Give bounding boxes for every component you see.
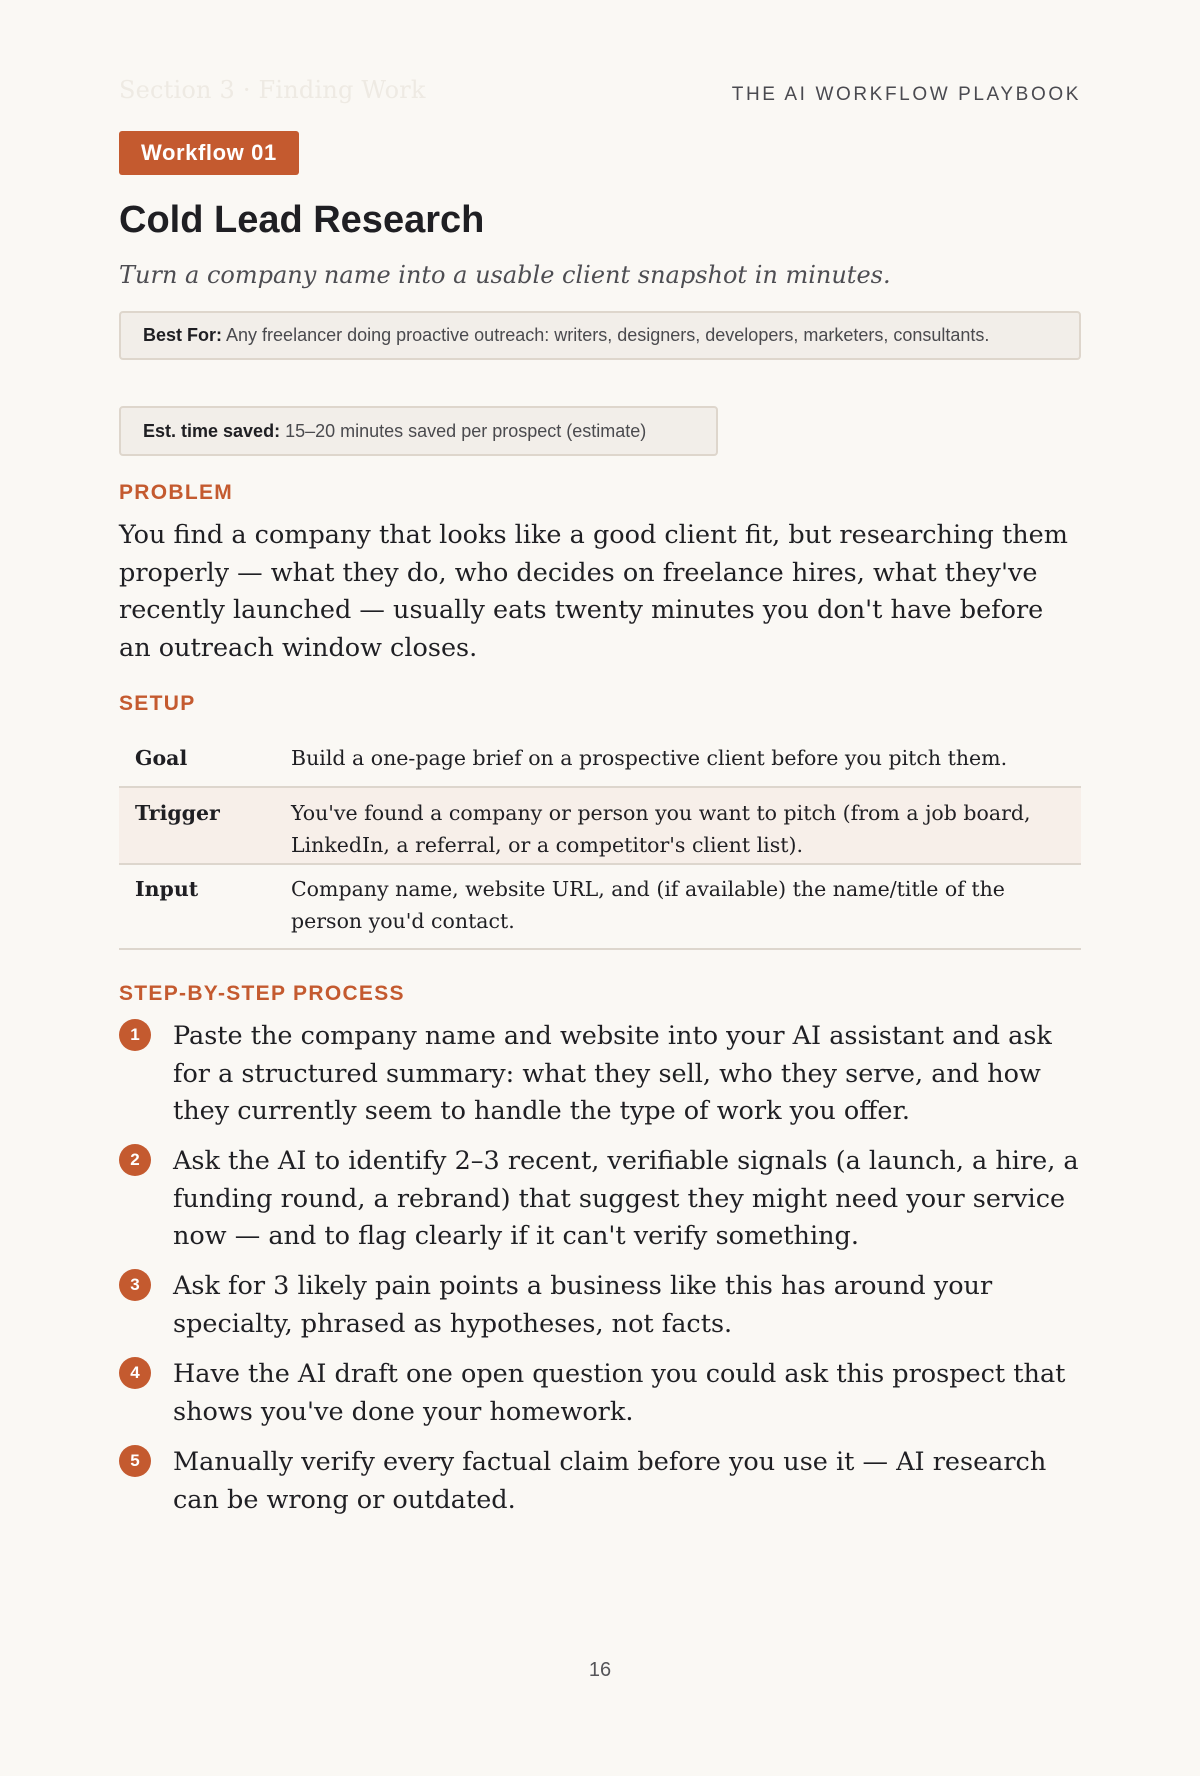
step-text: Paste the company name and website into your AI assistant and ask for a structured summary: what they sell, who they serve, and how they currently seem to handle the type of work you offer. (173, 1021, 1052, 1126)
step-text: Have the AI draft one open question you could ask this prospect that shows you've done your homework. (173, 1359, 1066, 1427)
step-number-badge: 4 (119, 1357, 151, 1389)
setup-key-trigger: Trigger (135, 801, 220, 825)
problem-heading: PROBLEM (119, 481, 234, 504)
running-head: THE AI WORKFLOW PLAYBOOK (731, 84, 1081, 105)
time-saved-text: 15–20 minutes saved per prospect (estimate) (285, 421, 647, 441)
best-for-text: Any freelancer doing proactive outreach: writers, designers, developers, marketers, consultants. (226, 325, 990, 345)
page-subtitle: Turn a company name into a usable client snapshot in minutes. (119, 261, 891, 289)
table-row (119, 864, 1081, 949)
section-ghost-heading: Section 3 · Finding Work (119, 76, 426, 104)
setup-table (119, 738, 1081, 950)
page-number: 16 (588, 1659, 612, 1681)
document-page (119, 0, 1081, 1776)
steps-heading: STEP-BY-STEP PROCESS (119, 982, 405, 1005)
workflow-badge: Workflow 01 (119, 131, 299, 175)
table-row (119, 738, 1081, 787)
step-number-badge: 3 (119, 1269, 151, 1301)
time-saved-box (119, 406, 718, 456)
setup-value-goal: Build a one-page brief on a prospective client before you pitch them. (291, 738, 1081, 787)
setup-heading: SETUP (119, 692, 196, 715)
step-number-badge: 2 (119, 1144, 151, 1176)
step-number-badge: 5 (119, 1445, 151, 1477)
best-for-box (119, 311, 1081, 360)
step-number-badge: 1 (119, 1019, 151, 1051)
step-text: Ask the AI to identify 2–3 recent, verifiable signals (a launch, a hire, a funding round, a rebrand) that suggest they might need your service now — and to flag clearly if it can't verify something. (173, 1146, 1079, 1251)
setup-key-input: Input (135, 877, 199, 901)
setup-value-trigger: You've found a company or person you want to pitch (from a job board, LinkedIn, a referral, or a competitor's client list). (291, 787, 1081, 864)
page-title: Cold Lead Research (119, 199, 485, 241)
step-text: Ask for 3 likely pain points a business like this has around your specialty, phrased as hypotheses, not facts. (173, 1271, 993, 1339)
time-saved-label: Est. time saved: (143, 421, 281, 441)
problem-text: You find a company that looks like a good client fit, but researching them properly — what they do, who decides on freelance hires, what they've recently launched — usually eats twenty minutes you don't have before an outreach window closes. (119, 520, 1068, 663)
setup-key-goal: Goal (135, 746, 188, 770)
setup-value-input: Company name, website URL, and (if available) the name/title of the person you'd contact. (291, 864, 1081, 949)
best-for-label: Best For: (143, 325, 223, 345)
table-row (119, 787, 1081, 864)
step-text: Manually verify every factual claim before you use it — AI research can be wrong or outdated. (173, 1447, 1047, 1515)
